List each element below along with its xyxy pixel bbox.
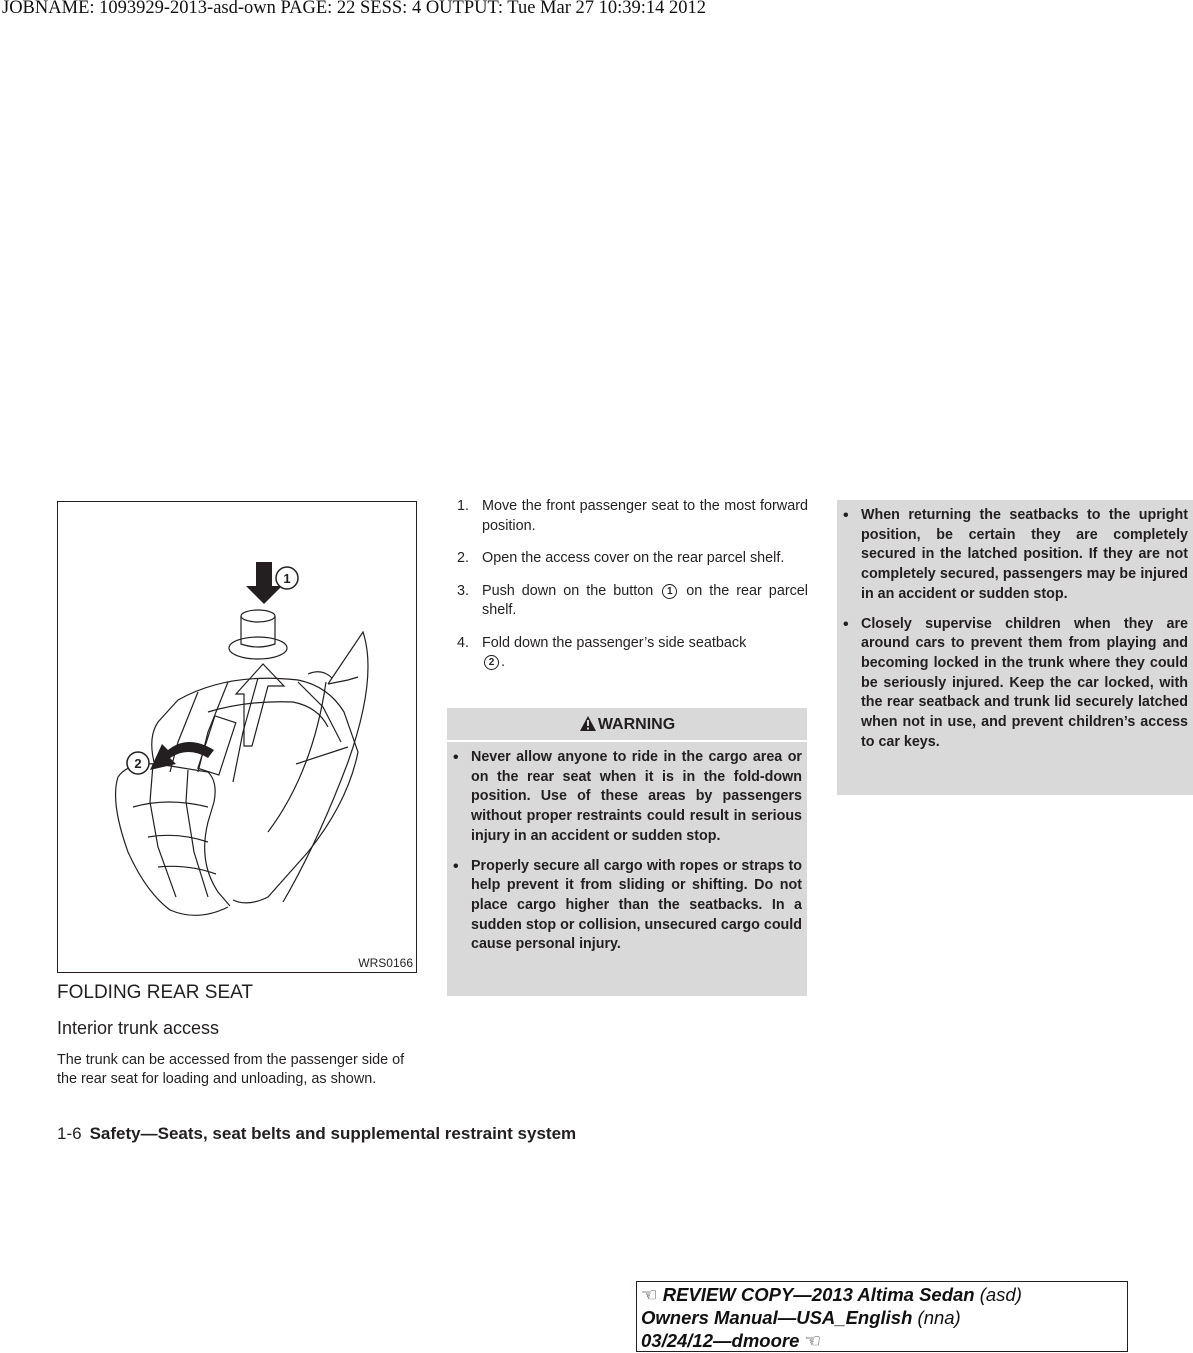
- review-line2: Owners Manual—USA_English: [641, 1307, 913, 1328]
- step-text: on the rear parcel shelf.: [482, 582, 809, 618]
- step-item: [448, 549, 808, 569]
- warning-list: [447, 742, 807, 955]
- step-text: .: [501, 654, 505, 670]
- chapter-title: Safety—Seats, seat belts and supplemental restraint system: [89, 1124, 577, 1143]
- intro-paragraph: The trunk can be accessed from the passenger side of the rear seat for loading and unloading, as shown.: [57, 1052, 405, 1087]
- step-number: 4.: [457, 634, 470, 651]
- step-item: [448, 634, 808, 673]
- callout-2-marker: 2: [484, 655, 499, 670]
- callout-2-label: 2: [134, 756, 142, 771]
- step-item: [448, 497, 808, 536]
- seatback-outline: [178, 678, 358, 903]
- fold-arrow-icon: [150, 742, 214, 770]
- step-number: 2.: [457, 550, 470, 566]
- review-line2-rest: (nna): [912, 1307, 961, 1328]
- warning-item: • When returning the seatbacks to the upright position, be certain they are completely secured in the latched position. If they are not completely secured, passengers may be injured in an accident or sudden stop.: [843, 506, 1188, 605]
- seat-illustration: [57, 501, 417, 973]
- pointing-hand-left-icon: ☜: [804, 1330, 822, 1351]
- step-number: 1.: [457, 498, 470, 514]
- step-item: [448, 582, 808, 621]
- jobname-header: JOBNAME: 1093929-2013-asd-own PAGE: 22 SESS: 4 OUTPUT: Tue Mar 27 10:39:14 2012: [2, 0, 707, 18]
- warning-item: • Never allow anyone to ride in the cargo area or on the rear seat when it is in the fold-down position. Use of these areas by passengers without proper restraints could result in serious injury in an accident or sudden stop.: [453, 748, 802, 847]
- procedure-steps: [448, 497, 808, 686]
- warning-triangle-icon: [579, 715, 597, 732]
- section-subtitle: Interior trunk access: [57, 1018, 220, 1038]
- seat-drawing: [58, 502, 416, 972]
- figure-code: WRS0166: [358, 956, 413, 970]
- warning-heading: [447, 710, 807, 742]
- warning-box: [447, 708, 807, 996]
- review-stamp: [636, 1281, 1128, 1352]
- review-line1: REVIEW COPY—2013 Altima Sedan: [662, 1284, 975, 1305]
- warning-continued-list: [837, 500, 1193, 752]
- warning-title: WARNING: [597, 716, 676, 733]
- section-title: FOLDING REAR SEAT: [57, 982, 254, 1003]
- warning-item: • Closely supervise children when they are around cars to prevent them from playing and becoming locked in the trunk where they could be seriously injured. Keep the car locked, with the rear seatback and trunk lid securely latched when not in use, and prevent children’s access to car keys.: [843, 615, 1188, 753]
- warning-item: • Properly secure all cargo with ropes or straps to help prevent it from sliding or shifting. Do not place cargo higher than the seatbacks. In a sudden stop or collision, unsecured cargo could cause personal injury.: [453, 857, 802, 956]
- review-line1-rest: (asd): [974, 1284, 1022, 1305]
- step-text: Move the front passenger seat to the most forward position.: [482, 498, 808, 534]
- step-text: Open the access cover on the rear parcel shelf.: [482, 550, 785, 566]
- pointing-hand-icon: ☜: [641, 1284, 658, 1305]
- callout-1-marker: 1: [662, 584, 677, 599]
- warning-continued-box: [837, 500, 1193, 795]
- parcel-shelf-cover: [229, 637, 287, 659]
- page-footer: [57, 1124, 576, 1144]
- step-text: Push down on the button: [482, 582, 654, 599]
- callout-1-label: 1: [283, 571, 291, 586]
- step-number: 3.: [457, 582, 470, 599]
- review-line3: 03/24/12—dmoore: [641, 1330, 800, 1351]
- step-text: Fold down the passenger’s side seatback: [482, 634, 747, 651]
- page-number: 1-6: [57, 1124, 82, 1143]
